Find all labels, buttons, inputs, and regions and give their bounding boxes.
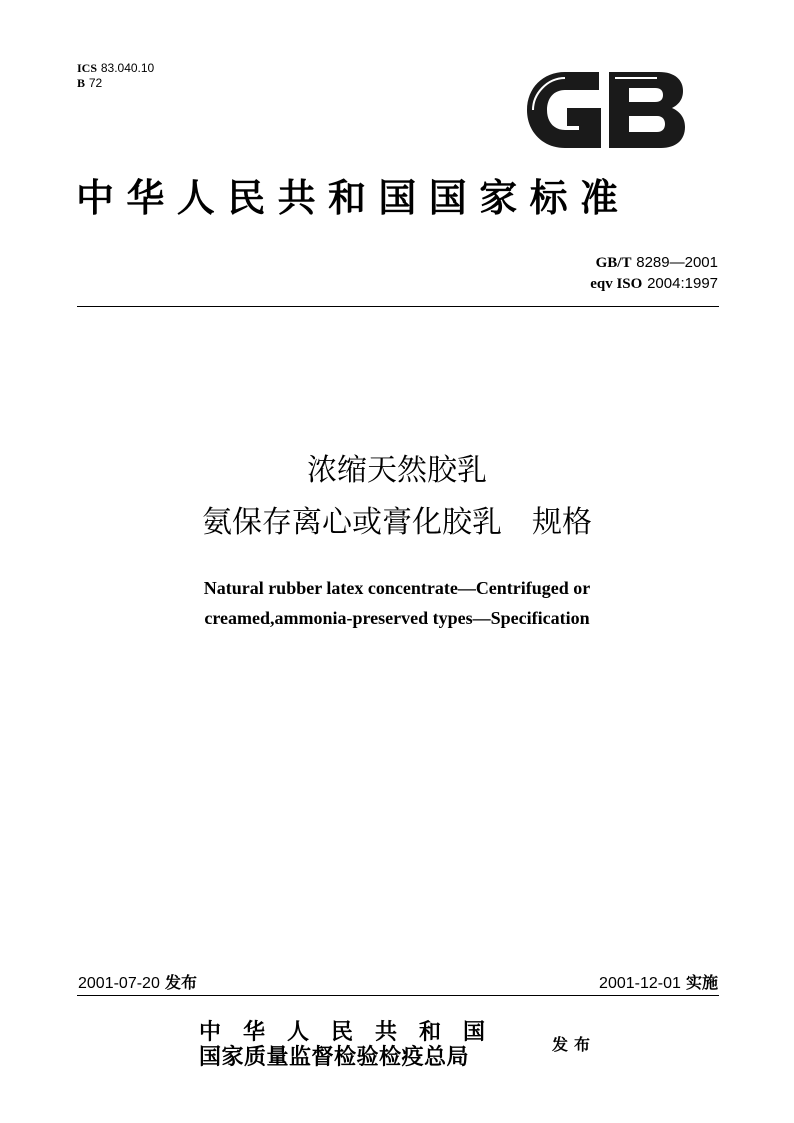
issuer-line1: 中华人民共和国 [199,1020,508,1045]
bottom-divider [77,995,719,996]
gbt-number-row [590,252,718,273]
ics-value: 83.040.10 [100,61,155,75]
top-divider [77,306,719,307]
eqv-label: eqv ISO [590,276,643,292]
chinese-title-line1: 浓缩天然胶乳 [307,453,487,488]
effective-date-label: 实施 [685,973,718,992]
issue-date-value: 2001-07-20 [78,975,160,992]
eqv-value: 2004:1997 [647,275,718,292]
gb-logo [525,70,685,150]
class-value: 72 [88,76,103,90]
chinese-title-line2: 氨保存离心或膏化胶乳 规格 [202,505,592,540]
gb-logo-b [609,72,685,148]
standard-number [590,252,718,294]
classification-codes [77,61,154,91]
issue-date [78,972,197,995]
gb-logo-g [527,72,601,148]
english-title-line2: creamed,ammonia-preserved types—Specification [204,608,590,628]
eqv-number-row [590,273,718,294]
ics-label: ICS [77,61,98,75]
issue-date-label: 发布 [164,973,197,992]
issuer-line2: 国家质量监督检验检疫总局 [199,1045,470,1070]
gbt-label: GB/T [595,255,632,271]
effective-date [599,972,718,995]
publish-label: 发布 [552,1035,597,1054]
effective-date-value: 2001-12-01 [599,975,681,992]
gbt-value: 8289—2001 [636,254,718,271]
english-title-line1: Natural rubber latex concentrate—Centrifuged or [203,578,591,598]
class-label: B [77,76,86,90]
class-code-row [77,76,154,91]
standard-category-title: 中华人民共和国国家标准 [76,176,631,220]
english-title [0,573,794,633]
ics-code-row [77,61,154,76]
